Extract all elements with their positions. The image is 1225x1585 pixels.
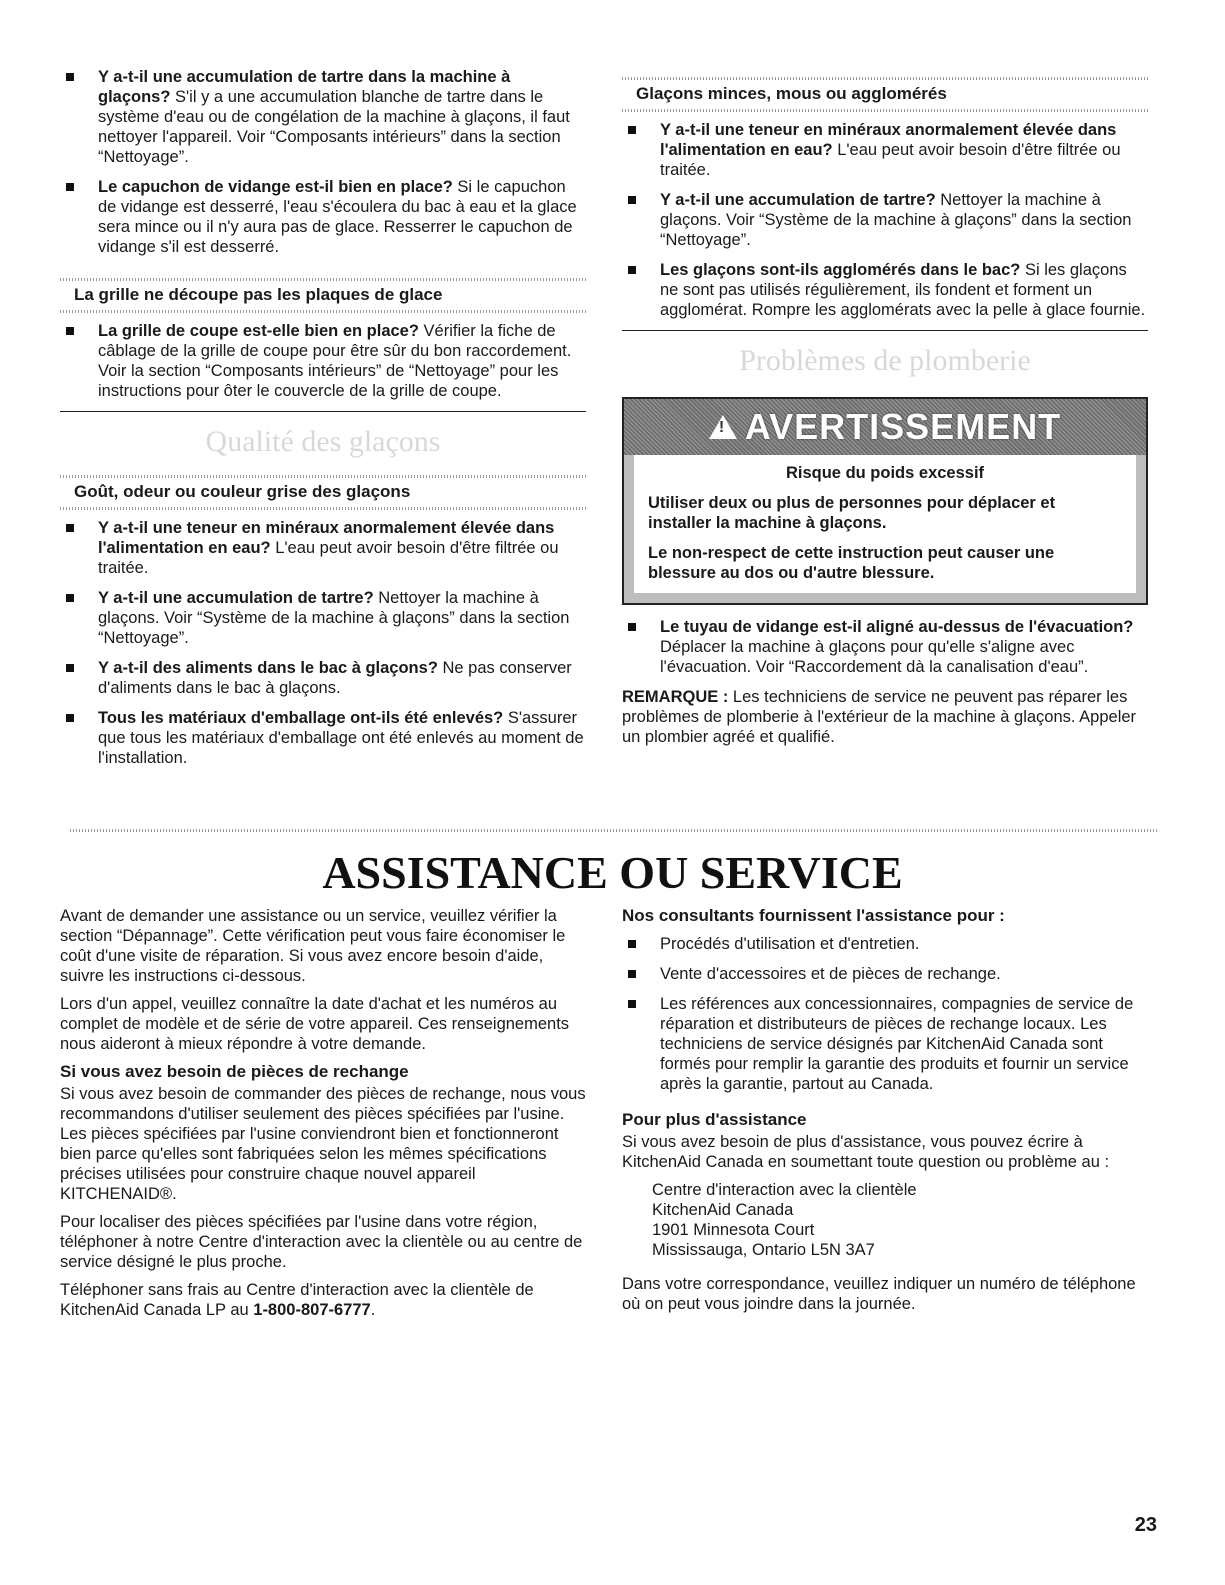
- ice-maker-check-list: [60, 67, 586, 257]
- list-item: Tous les matériaux d'emballage ont-ils été enlevés? S'assurer que tous les matériaux d'emballage ont été enlevés au moment de l'installation.: [60, 708, 586, 768]
- assistance-left-column: [60, 906, 586, 1328]
- grille-heading: La grille ne découpe pas les plaques de glace: [60, 281, 586, 311]
- phone-number: 1-800-807-6777: [253, 1301, 371, 1319]
- address-line: KitchenAid Canada: [652, 1201, 794, 1219]
- grille-list: [60, 321, 586, 401]
- glacons-minces-list: [622, 120, 1148, 320]
- warning-line-2: Le non-respect de cette instruction peut causer une blessure au dos ou d'autre blessure.: [648, 544, 1055, 582]
- consultants-heading: Nos consultants fournissent l'assistance pour :: [622, 906, 1005, 925]
- list-item: Y a-t-il une accumulation de tartre dans la machine à glaçons? S'il y a une accumulation blanche de tartre dans le système d'eau ou de congélation de la machine à glaçons, il faut nettoyer l'appareil. Voir “Composants intérieurs” dans la section “Nettoyage”.: [60, 67, 586, 167]
- glacons-minces-heading: Glaçons minces, mous ou agglomérés: [622, 80, 1148, 110]
- intro-paragraph-1: Avant de demander une assistance ou un service, veuillez vérifier la section “Dépannage”. Cette vérification peut vous faire économiser le coût d'une visite de réparation. Si vous avez encore besoin d'aide, suivre les instructions ci-dessous.: [60, 907, 566, 985]
- pieces-paragraph-1: Si vous avez besoin de commander des pièces de rechange, nous vous recommandons d'utiliser seulement des pièces spécifiées par l'usine. Les pièces spécifiées par l'usine conviendront bien et fonctionneront bien parce qu'elles sont fabriquées selon les mêmes spécifications précises utilisées pour construire chaque nouvel appareil KITCHENAID®.: [60, 1085, 586, 1203]
- warning-line-1: Utiliser deux ou plus de personnes pour déplacer et installer la machine à glaçons.: [648, 494, 1056, 532]
- consultants-list: [622, 934, 1148, 1094]
- list-item: Procédés d'utilisation et d'entretien.: [622, 934, 1148, 954]
- plomberie-title: Problèmes de plomberie: [739, 344, 1031, 377]
- plus-paragraph: Si vous avez besoin de plus d'assistance, vous pouvez écrire à KitchenAid Canada en soumettant toute question ou problème au :: [622, 1133, 1110, 1171]
- section-rule: [622, 330, 1148, 331]
- section-divider: [70, 829, 1158, 832]
- assistance-title: ASSISTANCE OU SERVICE: [322, 847, 903, 898]
- right-column: [622, 80, 1148, 755]
- list-item: Y a-t-il une teneur en minéraux anormalement élevée dans l'alimentation en eau? L'eau peut avoir besoin d'être filtrée ou traitée.: [60, 518, 586, 578]
- address-line: Mississauga, Ontario L5N 3A7: [652, 1241, 875, 1259]
- warning-triangle-icon: [709, 415, 737, 439]
- qualite-list: [60, 518, 586, 768]
- warning-box: [622, 397, 1148, 605]
- list-item: Les glaçons sont-ils agglomérés dans le bac? Si les glaçons ne sont pas utilisés régulièrement, ils fondent et forment un agglomérat. Rompre les agglomérats avec la pelle à glace fournie.: [622, 260, 1148, 320]
- warning-header: [624, 399, 1146, 455]
- list-item: Le tuyau de vidange est-il aligné au-dessus de l'évacuation? Déplacer la machine à glaçons pour qu'elle s'aligne avec l'évacuation. Voir “Raccordement dà la canalisation d'eau”.: [622, 617, 1148, 677]
- left-column: [60, 67, 586, 778]
- warning-risk: Risque du poids excessif: [785, 464, 985, 482]
- pieces-paragraph-2: Pour localiser des pièces spécifiées par l'usine dans votre région, téléphoner à notre Centre d'interaction avec la clientèle ou au centre de service désigné le plus proche.: [60, 1213, 583, 1271]
- section-rule: [60, 411, 586, 412]
- list-item: La grille de coupe est-elle bien en place? Vérifier la fiche de câblage de la grille de coupe pour être sûr du bon raccordement. Voir la section “Composants intérieurs” de “Nettoyage” pour les instructions pour ôter le couvercle de la grille de coupe.: [60, 321, 586, 401]
- warning-body: [624, 455, 1146, 603]
- list-item: Y a-t-il une teneur en minéraux anormalement élevée dans l'alimentation en eau? L'eau peut avoir besoin d'être filtrée ou traitée.: [622, 120, 1148, 180]
- list-item: Y a-t-il une accumulation de tartre? Nettoyer la machine à glaçons. Voir “Système de la machine à glaçons” dans la section “Nettoyage”.: [622, 190, 1148, 250]
- list-item: Y a-t-il des aliments dans le bac à glaçons? Ne pas conserver d'aliments dans le bac à glaçons.: [60, 658, 586, 698]
- remarque: REMARQUE : Les techniciens de service ne peuvent pas réparer les problèmes de plomberie à l'extérieur de la machine à glaçons. Appeler un plombier agréé et qualifié.: [622, 688, 1137, 746]
- list-item: Vente d'accessoires et de pièces de rechange.: [622, 964, 1148, 984]
- closing-paragraph: Dans votre correspondance, veuillez indiquer un numéro de téléphone où on peut vous joindre dans la journée.: [622, 1275, 1136, 1313]
- page-number: 23: [1134, 1514, 1157, 1536]
- address-line: Centre d'interaction avec la clientèle: [652, 1181, 917, 1199]
- plus-heading: Pour plus d'assistance: [622, 1110, 807, 1129]
- qualite-title: Qualité des glaçons: [205, 425, 441, 458]
- list-item: Le capuchon de vidange est-il bien en place? Si le capuchon de vidange est desserré, l'eau s'écoulera du bac à eau et la glace sera mince ou il n'y aura pas de glace. Resserrer le capuchon de vidange s'il est desserré.: [60, 177, 586, 257]
- list-item: Y a-t-il une accumulation de tartre? Nettoyer la machine à glaçons. Voir “Système de la machine à glaçons” dans la section “Nettoyage”.: [60, 588, 586, 648]
- list-item: Les références aux concessionnaires, compagnies de service de réparation et distributeurs de pièces de rechange locaux. Les techniciens de service désignés par KitchenAid Canada sont formés pour remplir la garantie des produits et fournir un service après la garantie, partout au Canada.: [622, 994, 1148, 1094]
- plomberie-list: [622, 617, 1148, 677]
- pieces-paragraph-3: Téléphoner sans frais au Centre d'interaction avec la clientèle de KitchenAid Canada LP au 1-800-807-6777.: [60, 1281, 534, 1319]
- intro-paragraph-2: Lors d'un appel, veuillez connaître la date d'achat et les numéros au complet de modèle et de série de votre appareil. Ces renseignements nous aideront à mieux répondre à votre demande.: [60, 995, 570, 1053]
- pieces-heading: Si vous avez besoin de pièces de rechange: [60, 1062, 409, 1081]
- warning-label: AVERTISSEMENT: [744, 406, 1062, 447]
- address-line: 1901 Minnesota Court: [652, 1221, 815, 1239]
- qualite-heading: Goût, odeur ou couleur grise des glaçons: [60, 478, 586, 508]
- assistance-right-column: [622, 906, 1148, 1322]
- address-block: [622, 1180, 1148, 1260]
